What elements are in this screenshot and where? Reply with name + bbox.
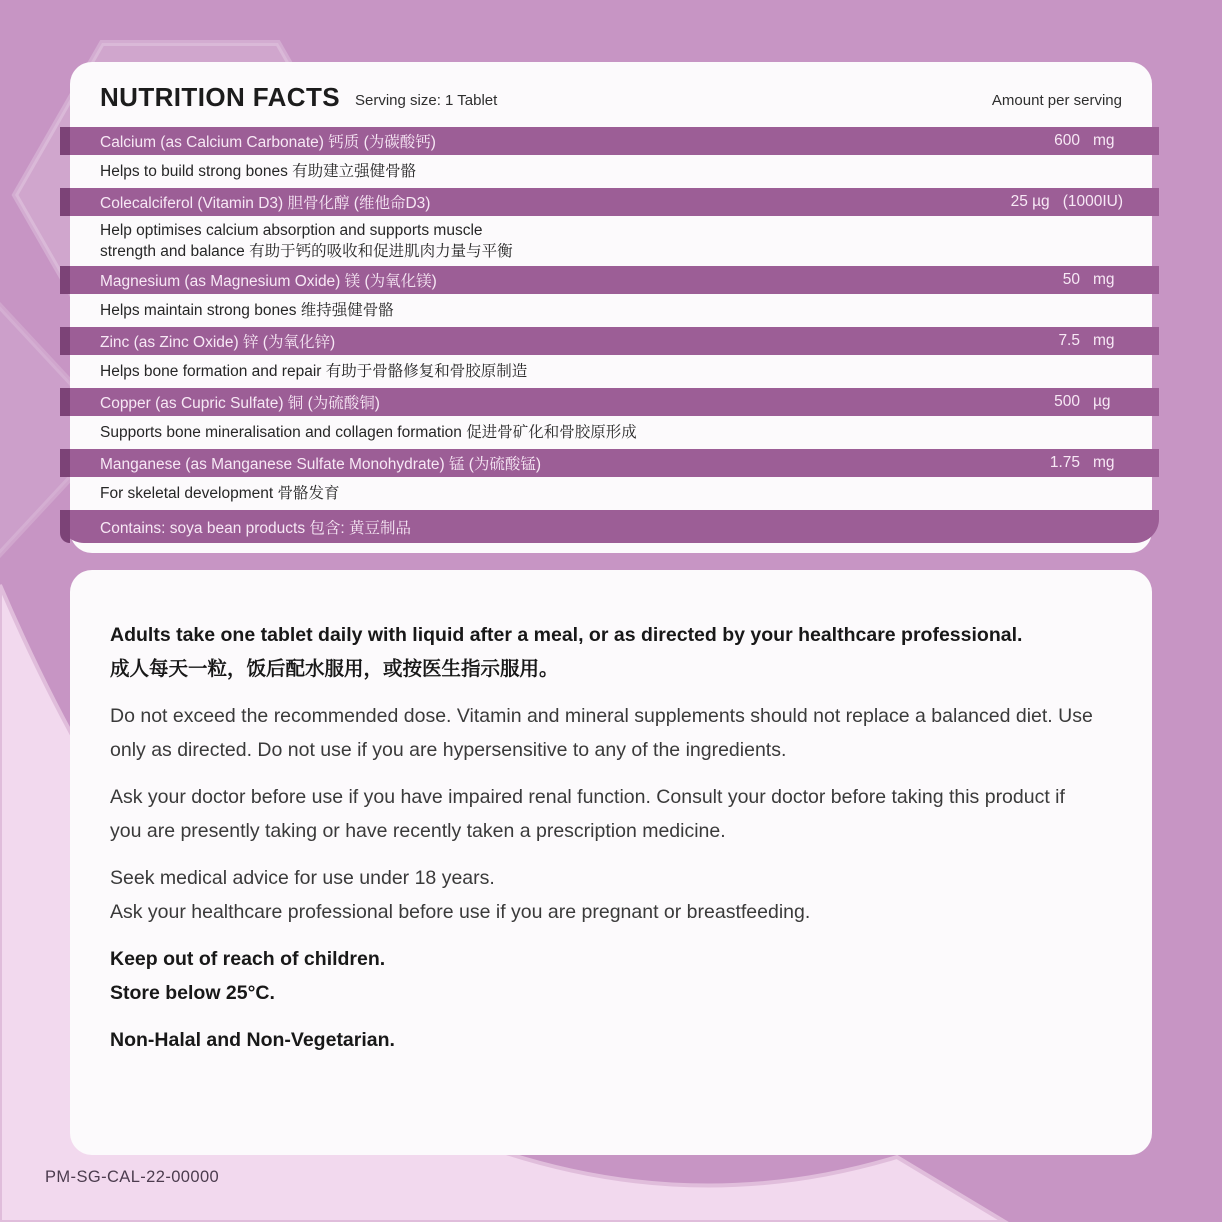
nutrient-description-line: Helps to build strong bones 有助建立强健骨骼: [100, 163, 417, 180]
nutrient-value: 25 µg: [1010, 193, 1050, 210]
directions-paragraph: [110, 1023, 1097, 1057]
directions-line: Seek medical advice for use under 18 years.: [110, 867, 495, 889]
nutrient-amount: [1011, 193, 1123, 211]
nutrient-name: Copper (as Cupric Sulfate) 铜 (为硫酸铜): [100, 395, 380, 412]
nutrient-description-line: strength and balance 有助于钙的吸收和促进肌肉力量与平衡: [100, 243, 513, 260]
directions-paragraph: [110, 861, 1097, 929]
footer-product-code: PM-SG-CAL-22-00000: [45, 1168, 220, 1186]
nutrient-bar: [60, 449, 1159, 477]
nutrient-description-line: Helps bone formation and repair 有助于骨骼修复和骨胶原制造: [100, 363, 528, 380]
nutrient-description-line: Supports bone mineralisation and collagen formation 促进骨矿化和骨胶原形成: [100, 424, 637, 441]
nutrient-name: Zinc (as Zinc Oxide) 锌 (为氧化锌): [100, 334, 336, 351]
nutrient-unit: mg: [1093, 454, 1115, 471]
nutrient-bar: [60, 188, 1159, 216]
nutrient-amount: [1063, 271, 1123, 289]
directions-line: Keep out of reach of children.: [110, 948, 386, 970]
nutrient-bar: [60, 388, 1159, 416]
nutrient-description-row: [70, 477, 1152, 510]
nutrient-unit: mg: [1093, 132, 1115, 149]
nutrient-name: Magnesium (as Magnesium Oxide) 镁 (为氧化镁): [100, 273, 437, 290]
nutrient-value: 500: [1054, 393, 1080, 410]
serving-size: Serving size: 1 Tablet: [355, 92, 498, 109]
nutrient-unit: µg: [1093, 393, 1111, 410]
nutrient-name: Manganese (as Manganese Sulfate Monohydrate) 锰 (为硫酸锰): [100, 456, 542, 473]
nutrient-value: 1.75: [1049, 454, 1080, 471]
nutrient-unit: mg: [1093, 271, 1115, 288]
directions-card: [70, 570, 1152, 1155]
directions-line: Do not exceed the recommended dose. Vitamin and mineral supplements should not replace a balanced diet. Use only as directed. Do not use if you are hypersensitive to any of the ingredients.: [110, 705, 1093, 761]
contains-text: Contains: soya bean products 包含: 黄豆制品: [100, 519, 411, 537]
nutrient-description-row: [70, 294, 1152, 327]
nutrient-value: 50: [1062, 271, 1080, 288]
contains-bar: [60, 510, 1159, 543]
directions-paragraph: [110, 942, 1097, 1010]
facts-title: NUTRITION FACTS: [100, 82, 340, 112]
nutrient-unit: (1000IU): [1062, 193, 1123, 210]
nutrient-bar: [60, 266, 1159, 294]
nutrient-amount: [1054, 132, 1123, 150]
nutrient-description-row: [70, 416, 1152, 449]
nutrient-unit: mg: [1093, 332, 1115, 349]
directions-line: Store below 25°C.: [110, 982, 275, 1004]
nutrient-description-line: Helps maintain strong bones 维持强健骨骼: [100, 302, 394, 319]
nutrition-facts-card: [70, 62, 1152, 553]
nutrient-rows: [70, 127, 1152, 510]
amount-per-serving-header: Amount per serving: [991, 92, 1122, 109]
facts-header: [70, 62, 1152, 127]
nutrient-bar: [60, 127, 1159, 155]
nutrient-value: 600: [1054, 132, 1080, 149]
nutrient-name: Calcium (as Calcium Carbonate) 钙质 (为碳酸钙): [100, 134, 436, 151]
nutrient-bar: [60, 327, 1159, 355]
nutrient-value: 7.5: [1058, 332, 1080, 349]
directions-line: Ask your doctor before use if you have impaired renal function. Consult your doctor before taking this product if you are presently taking or have recently taken a prescription medicine.: [110, 786, 1065, 842]
directions-paragraph: [110, 699, 1097, 767]
directions-line: Ask your healthcare professional before use if you are pregnant or breastfeeding.: [110, 901, 811, 923]
nutrient-description-line: Help optimises calcium absorption and supports muscle: [100, 222, 483, 239]
directions-line: Adults take one tablet daily with liquid after a meal, or as directed by your healthcare professional.: [110, 624, 1023, 646]
nutrient-description-line: For skeletal development 骨骼发育: [100, 485, 340, 502]
nutrient-description-row: [70, 355, 1152, 388]
directions-paragraph: [110, 618, 1097, 686]
nutrient-amount: [1050, 454, 1123, 472]
nutrient-description-row: [70, 216, 1152, 266]
nutrient-amount: [1058, 332, 1123, 350]
nutrient-amount: [1054, 393, 1123, 411]
nutrient-name: Colecalciferol (Vitamin D3) 胆骨化醇 (维他命D3): [100, 195, 431, 212]
directions-paragraph: [110, 780, 1097, 848]
nutrient-description-row: [70, 155, 1152, 188]
directions-line: Non-Halal and Non-Vegetarian.: [110, 1029, 395, 1051]
directions-line: 成人每天一粒，饭后配水服用，或按医生指示服用。: [110, 658, 559, 680]
